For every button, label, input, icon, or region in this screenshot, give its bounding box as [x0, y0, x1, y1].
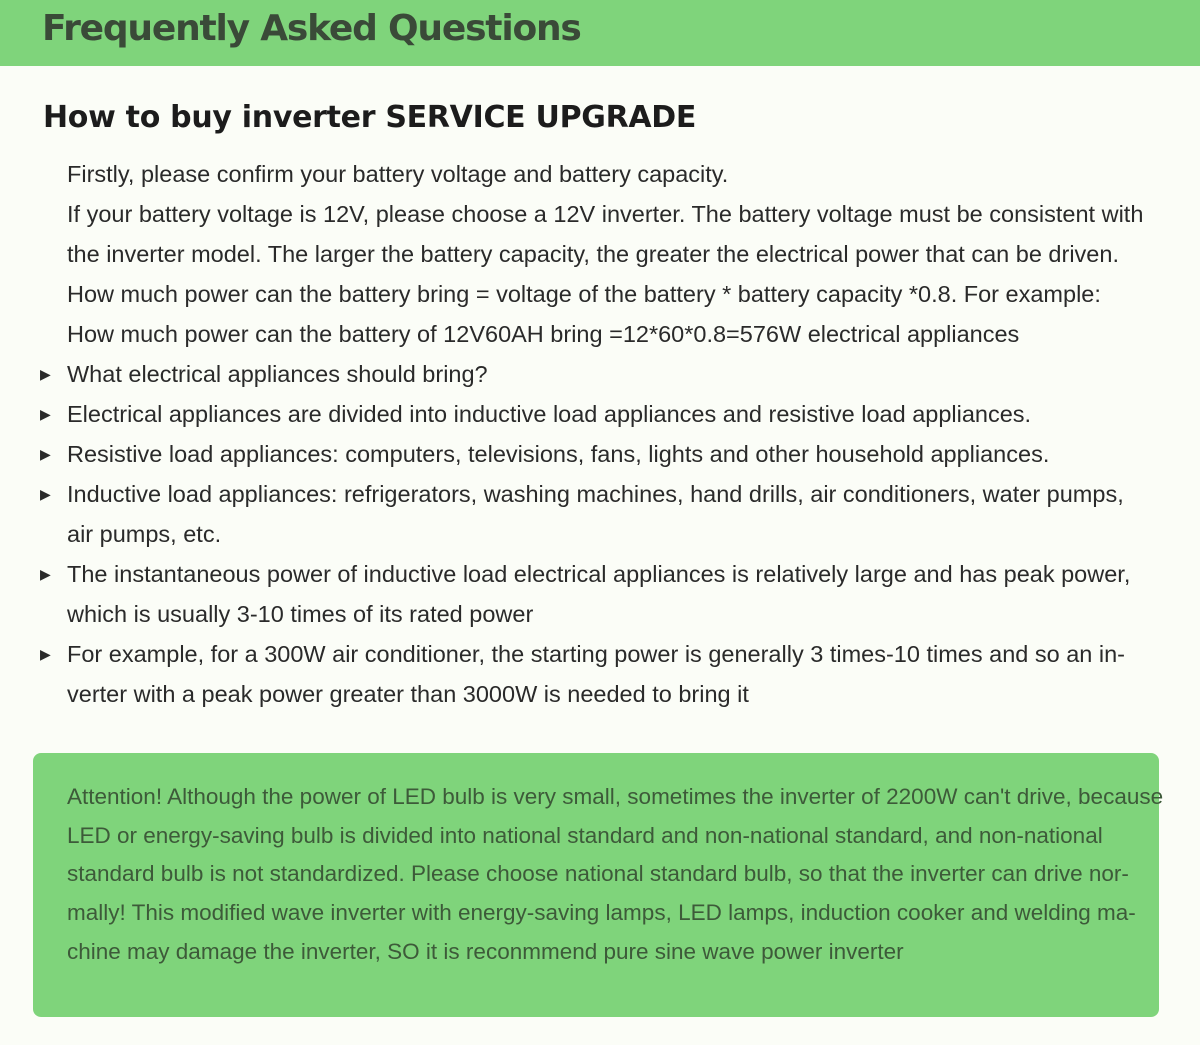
bullet-item	[40, 554, 1135, 634]
bullet-text: Electrical appliances are divided into inductive load appliances and resistive load appliances.	[67, 401, 1032, 427]
bullet-text: which is usually 3-10 times of its rated power	[67, 601, 534, 627]
intro-line: the inverter model. The larger the battery capacity, the greater the electrical power that can be driven.	[67, 241, 1119, 267]
intro-line: How much power can the battery of 12V60AH bring =12*60*0.8=576W electrical appliances	[67, 321, 1020, 347]
bullet-text: verter with a peak power greater than 3000W is needed to bring it	[67, 681, 749, 707]
triangle-right-icon: ▶	[40, 566, 51, 582]
triangle-right-icon: ▶	[40, 486, 51, 502]
section-title: How to buy inverter SERVICE UPGRADE	[43, 100, 697, 135]
bullet-item	[40, 434, 1135, 474]
intro-line: Firstly, please confirm your battery voltage and battery capacity.	[67, 161, 729, 187]
bullet-text: air pumps, etc.	[67, 521, 222, 547]
notice-line: chine may damage the inverter, SO it is reconmmend pure sine wave power inverter	[67, 938, 904, 964]
bullet-item	[40, 354, 1135, 394]
attention-notice-text	[67, 778, 1164, 972]
triangle-right-icon: ▶	[40, 646, 51, 662]
notice-line: standard bulb is not standardized. Please choose national standard bulb, so that the inverter can drive nor-	[67, 861, 1129, 887]
notice-line: mally! This modified wave inverter with energy-saving lamps, LED lamps, induction cooker and welding ma-	[67, 900, 1136, 926]
triangle-right-icon: ▶	[40, 446, 51, 462]
triangle-right-icon: ▶	[40, 366, 51, 382]
bullet-text: Inductive load appliances: refrigerators, washing machines, hand drills, air conditioners, water pumps,	[67, 481, 1124, 507]
bullet-item	[40, 394, 1135, 434]
bullet-text: What electrical appliances should bring?	[67, 361, 488, 387]
triangle-right-icon: ▶	[40, 406, 51, 422]
intro-line: How much power can the battery bring = voltage of the battery * battery capacity *0.8. For example:	[67, 281, 1101, 307]
notice-line: LED or energy-saving bulb is divided into national standard and non-national standard, and non-national	[67, 822, 1103, 848]
attention-notice-box	[33, 753, 1164, 1017]
intro-paragraph	[67, 154, 1144, 354]
intro-line: If your battery voltage is 12V, please choose a 12V inverter. The battery voltage must be consistent with	[67, 201, 1144, 227]
bullet-list	[40, 354, 1135, 714]
faq-header-bar	[0, 0, 1200, 66]
bullet-text: Resistive load appliances: computers, televisions, fans, lights and other household appliances.	[67, 441, 1050, 467]
bullet-text: For example, for a 300W air conditioner, the starting power is generally 3 times-10 times and so an in-	[67, 641, 1126, 667]
bullet-text: The instantaneous power of inductive load electrical appliances is relatively large and has peak power,	[67, 561, 1131, 587]
bullet-item	[40, 474, 1135, 554]
faq-header-title: Frequently Asked Questions	[42, 8, 581, 49]
notice-line: Attention! Although the power of LED bulb is very small, sometimes the inverter of 2200W can't drive, because	[67, 784, 1164, 809]
bullet-item	[40, 634, 1135, 714]
faq-content	[40, 154, 1144, 714]
